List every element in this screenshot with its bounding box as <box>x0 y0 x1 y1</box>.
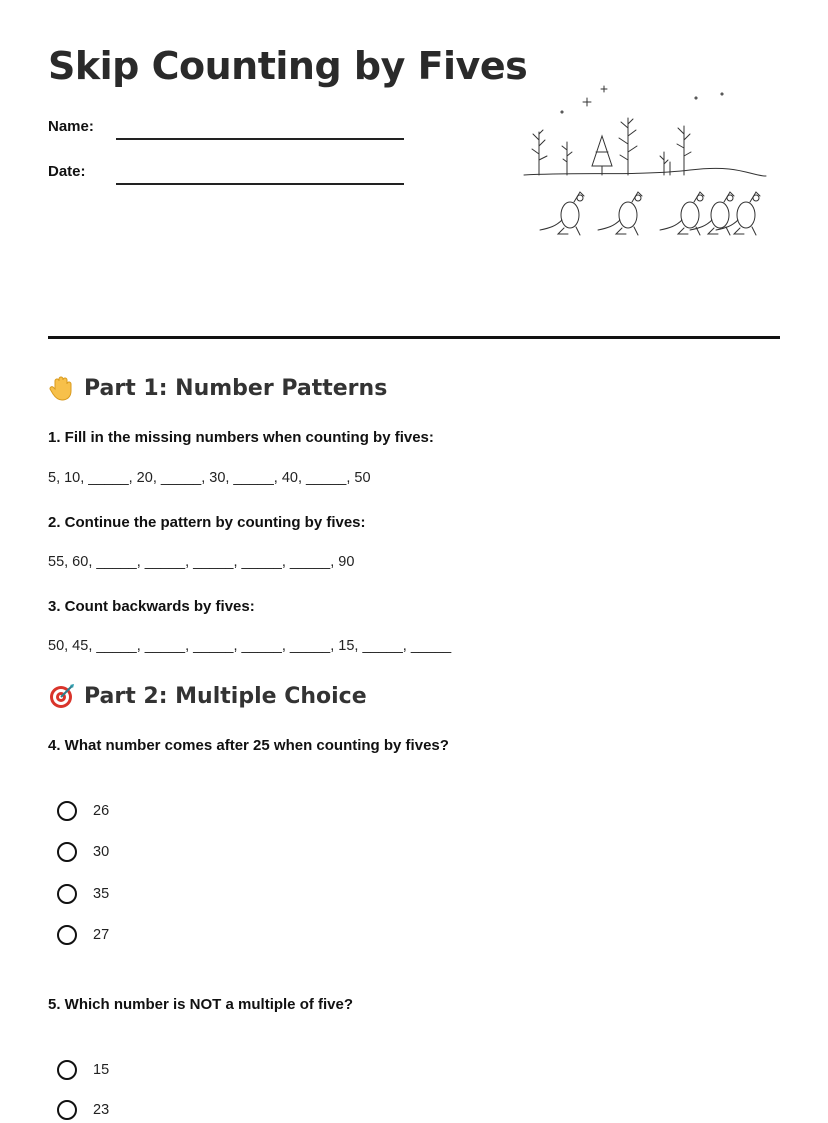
worksheet-title: Skip Counting by Fives <box>48 44 528 88</box>
part1-heading <box>48 374 387 402</box>
name-field[interactable] <box>48 118 408 142</box>
name-label: Name: <box>48 118 94 135</box>
question-1: 1. Fill in the missing numbers when counting by fives: <box>48 429 434 446</box>
radio-button[interactable] <box>57 884 77 904</box>
date-line[interactable] <box>116 183 404 185</box>
name-line[interactable] <box>116 138 404 140</box>
q4-option[interactable] <box>57 881 109 907</box>
radio-button[interactable] <box>57 925 77 945</box>
kangaroo-illustration <box>520 80 770 245</box>
q5-option[interactable] <box>57 1097 109 1123</box>
option-label: 30 <box>93 844 110 860</box>
part1-title: Part 1: Number Patterns <box>84 375 388 401</box>
part2-title: Part 2: Multiple Choice <box>84 683 367 709</box>
section-divider <box>48 336 780 339</box>
date-field[interactable] <box>48 163 408 187</box>
radio-button[interactable] <box>57 842 77 862</box>
sequence-1: 5, 10, _____, 20, _____, 30, _____, 40, _____, 50 <box>48 470 371 486</box>
radio-button[interactable] <box>57 1100 77 1120</box>
option-label: 35 <box>93 886 110 902</box>
raised-hand-icon <box>48 374 76 402</box>
question-2: 2. Continue the pattern by counting by fives: <box>48 514 366 531</box>
question-3: 3. Count backwards by fives: <box>48 598 255 615</box>
sequence-2: 55, 60, _____, _____, _____, _____, _____, 90 <box>48 554 355 570</box>
question-5: 5. Which number is NOT a multiple of five? <box>48 996 354 1013</box>
option-label: 15 <box>93 1062 110 1078</box>
question-4: 4. What number comes after 25 when counting by fives? <box>48 737 449 754</box>
q4-option[interactable] <box>57 798 109 824</box>
q4-option[interactable] <box>57 922 109 948</box>
option-label: 27 <box>93 927 110 943</box>
option-label: 23 <box>93 1102 110 1118</box>
bullseye-icon <box>48 682 76 710</box>
q4-option[interactable] <box>57 839 109 865</box>
option-label: 26 <box>93 803 110 819</box>
radio-button[interactable] <box>57 1060 77 1080</box>
sequence-3: 50, 45, _____, _____, _____, _____, _____, 15, _____, _____ <box>48 638 452 654</box>
radio-button[interactable] <box>57 801 77 821</box>
date-label: Date: <box>48 163 86 180</box>
part2-heading <box>48 682 367 710</box>
q5-option[interactable] <box>57 1057 109 1083</box>
